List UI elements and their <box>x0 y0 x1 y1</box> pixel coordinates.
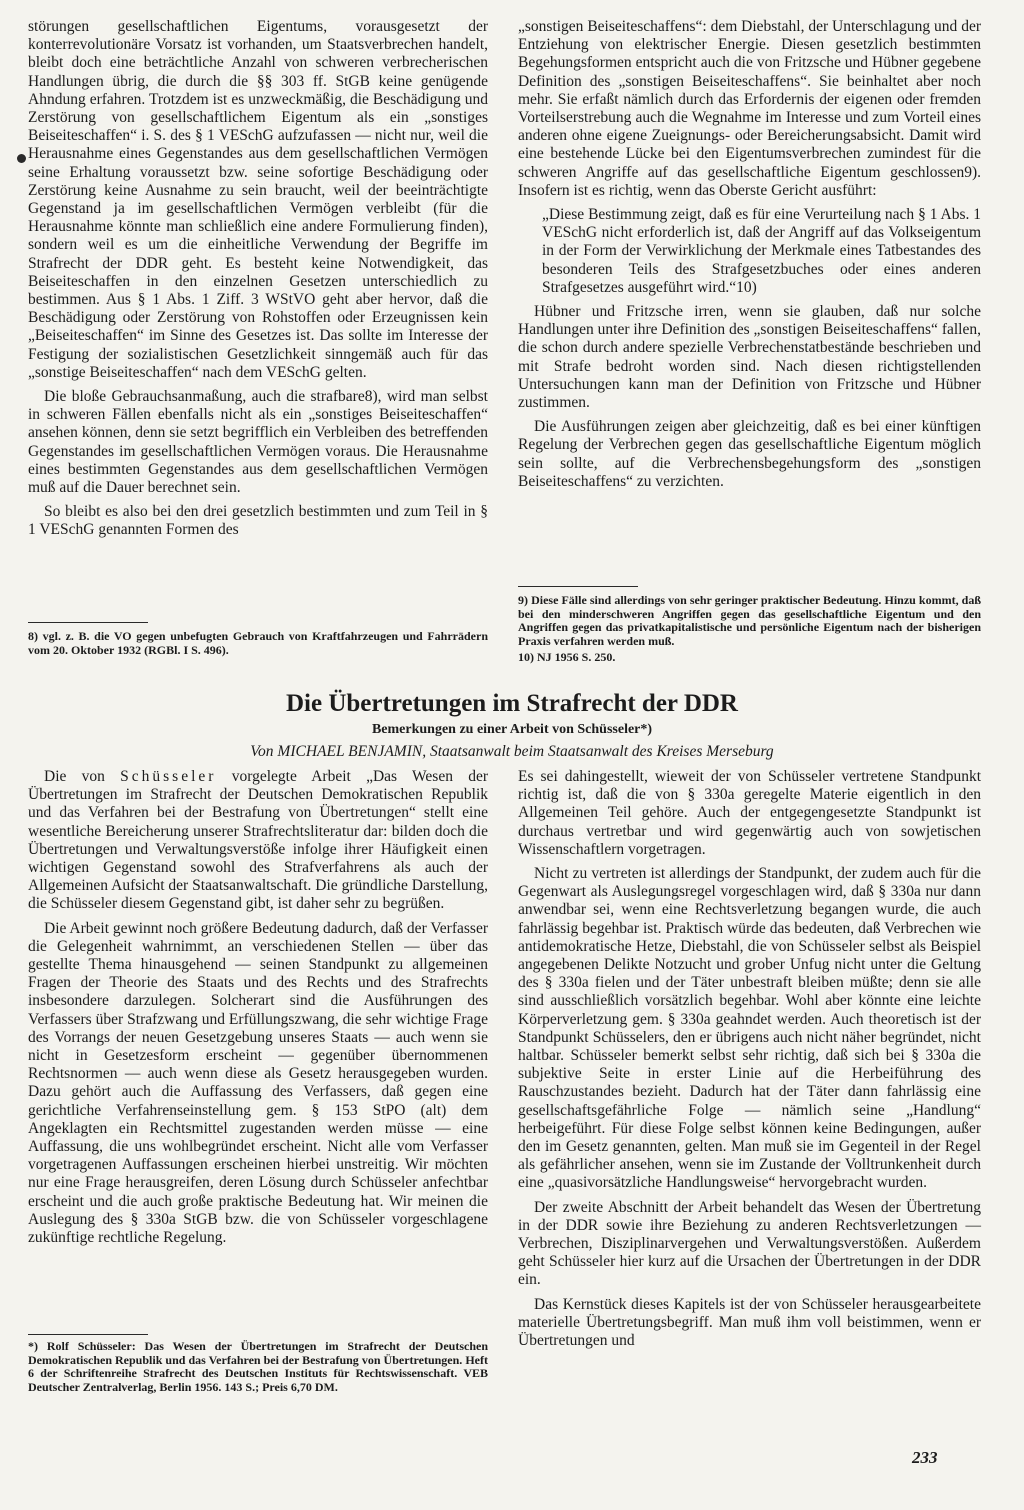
text-run: Die von <box>44 768 121 785</box>
footnote-star <box>28 1340 488 1397</box>
footnote-8 <box>28 630 488 660</box>
footnote-text: 9) Diese Fälle sind allerdings von sehr geringer praktischer Bedeutung. Hinzu kommt, daß bei den minderschweren Angriffen gegen das gesellschaftliche Eigentum und den Angriffen gegen das privatkapitalistische und persönliche Eigentum nach der bisherigen Praxis verfahren werden muß. <box>518 593 981 648</box>
footnote-text: *) Rolf Schüsseler: Das Wesen der Übertretungen im Strafrecht der Deutschen Demokratischen Republik und das Verfahren bei der Bestrafung von Übertretungen. Heft 6 der Schriftenreihe Strafrecht des Deutschen Instituts für Rechtswissenschaft. VEB Deutscher Zentralverlag, Berlin 1956. 143 S.; Preis 6,70 DM. <box>28 1339 488 1394</box>
article-subtitle: Bemerkungen zu einer Arbeit von Schüsseler*) <box>371 722 653 737</box>
paragraph: Es sei dahingestellt, wieweit der von Schüsseler vertretene Standpunkt richtig ist, daß die von § 330a geregelte Materie eigentlich in den Allgemeinen Teil gehöre. Auch der entgegengesetzte Standpunkt ist durchaus vertretbar und wird gegenwärtig auch von sowjetischen Wissenschaftlern vorgetragen. <box>518 768 981 858</box>
paragraph: Das Kernstück dieses Kapitels ist der von Schüsseler herausgearbeitete materielle Übertretungsbegriff. Man muß ihm voll beistimmen, wenn er Übertretungen und <box>518 1295 981 1350</box>
paragraph: „sonstigen Beiseiteschaffens“: dem Diebstahl, der Unterschlagung und der Entziehung von elektrischer Energie. Diesen gesetzlich bestimmten Begehungsformen entspricht auch die von Fritzsche und Hübner gegebene Definition des „sonstigen Beiseiteschaffens“. Sie beinhaltet aber noch mehr. Sie erfaßt nämlich durch das Erfordernis der eigenen oder fremden Vorteilserstrebung auch die Wegnahme im Interesse und zum Vorteil eines anderen ohne eigene Zueignungs- oder Bereicherungsabsicht. Damit wird eine bestehende Lücke bei den Eigentumsverbrechen zumindest für die schweren Angriffe auf das gesellschaftliche Eigentum geschlossen9). Insofern ist es richtig, wenn das Oberste Gericht ausführt: <box>518 18 981 199</box>
author-name: Schüsseler <box>120 768 217 785</box>
top-right-column <box>518 18 981 497</box>
quotation: „Diese Bestimmung zeigt, daß es für eine Verurteilung nach § 1 Abs. 1 VESchG nicht erforderlich ist, daß der Angriff auf das Volkseigentum in der Form der Verwirklichung der Merkmale eines Tatbestandes des besonderen Teils des Strafgesetzbuches oder eines anderen Strafgesetzes ausgeführt wird.“10) <box>542 206 981 296</box>
paragraph: Die Ausführungen zeigen aber gleichzeitig, daß es bei einer künftigen Regelung der Verbrechen gegen das gesellschaftliche Eigentum möglich sein sollte, auf die Verbrechensbegehungsform des „sonstigen Beiseiteschaffens“ zu verzichten. <box>518 418 981 490</box>
footnote-rule <box>518 586 638 587</box>
page-number: 233 <box>912 1448 938 1467</box>
top-left-column <box>28 18 488 546</box>
footnote-rule <box>28 1334 148 1335</box>
paragraph: Hübner und Fritzsche irren, wenn sie glauben, daß nur solche Handlungen unter ihre Definition des „sonstigen Beiseiteschaffens“ fallen, die schon durch andere spezielle Verbrechenstatbestände beschrieben und mit Strafe bedroht worden sind. Nach diesen richtigstellenden Untersuchungen kann man der Definition von Fritzsche und Hübner zustimmen. <box>518 303 981 412</box>
footnote-text: 10) NJ 1956 S. 250. <box>518 650 616 665</box>
bottom-left-column <box>28 768 488 1253</box>
footnote-rule <box>28 622 148 623</box>
paragraph: So bleibt es also bei den drei gesetzlich bestimmten und zum Teil in § 1 VESchG genannten Formen des <box>28 503 488 539</box>
bottom-right-column <box>518 768 981 1356</box>
footnote-text: 8) vgl. z. B. die VO gegen unbefugten Gebrauch von Kraftfahrzeugen und Fahrrädern vom 20. Oktober 1932 (RGBl. I S. 496). <box>28 629 488 657</box>
paragraph: Nicht zu vertreten ist allerdings der Standpunkt, der zudem auch für die Gegenwart als Auslegungsregel vorgeschlagen wird, daß § 330a nur dann anwendbar sei, wenn eine Rechtsverletzung begangen wurde, die auch fahrlässig begehbar ist. Praktisch würde das bedeuten, daß Verbrechen wie antidemokratische Hetze, Diebstahl, die von Schüsseler selbst als Beispiel angegebenen Delikte Notzucht und grober Unfug nicht unter die Geltung des § 330a fielen und der Täter unbestraft bleiben müßte; denn sie alle sind ausschließlich vorsätzlich begehbar. Wohl aber könnte eine leichte Körperverletzung gem. § 330a geahndet werden. Auch theoretisch ist der Standpunkt Schüsselers, den er übrigens auch nicht näher begründet, nicht haltbar. Schüsseler bemerkt selbst sehr richtig, daß sich bei § 330a die subjektive Seite in erster Linie auf die Herbeiführung des Rauschzustandes bezieht. Dadurch hat der Täter dann fahrlässig eine gesellschaftsgefährliche Folge — nämlich seine „Handlung“ herbeigeführt. Für diese Folge selbst können keine Bedingungen, außer den im Gesetz genannten, gelten. Man muß sie im Gegenteil in der Regel als gefährlicher ansehen, wenn sie im Zustande der Volltrunkenheit durch eine „quasivorsätzliche Handlungsweise“ hervorgebracht wurden. <box>518 865 981 1192</box>
footnotes-9-10 <box>518 594 981 668</box>
paragraph <box>28 768 488 914</box>
paragraph: Der zweite Abschnitt der Arbeit behandelt das Wesen der Übertretung in der DDR sowie ihre Beziehung zu anderen Rechtsverletzungen — Verbrechen, Disziplinarvergehen und Verwaltungsverstößen. Außerdem geht Schüsseler hier kurz auf die Ursachen der Übertretungen in der DDR ein. <box>518 1198 981 1289</box>
margin-mark <box>17 154 26 163</box>
paragraph: störungen gesellschaftlichen Eigentums, vorausgesetzt der konterrevolutionäre Vorsatz ist vorhanden, um Staatsverbrechen handelt, bleibt doch eine beträchtliche Anzahl von schweren verbrecherischen Handlungen übrig, die durch die §§ 303 ff. StGB keine genügende Ahndung erfahren. Trotzdem ist es unzweckmäßig, die Beschädigung und Zerstörung von gesellschaftlichem Eigentum als ein „sonstiges Beiseiteschaffen“ i. S. des § 1 VESchG aufzufassen — nicht nur, weil die Herausnahme eines Gegenstandes aus dem gesellschaftlichen Vermögen seine Erhaltung voraussetzt bzw. seine sofortige Beschädigung oder Zerstörung keine Ausnahme zu sein braucht, weil der beeinträchtigte Gegenstand ja im gesellschaftlichen Vermögen verbleibt (für die Herausnahme könnte man schließlich eine andere Formulierung finden), sondern weil es um die einheitliche Verwendung der Begriffe im Strafrecht der DDR geht. Es besteht keine Notwendigkeit, das Beiseiteschaffen in den einzelnen Gesetzen unterschiedlich zu bestimmen. Aus § 1 Abs. 1 Ziff. 3 WStVO geht aber hervor, daß die Beschädigung oder Zerstörung von Rohstoffen oder Erzeugnissen kein „Beiseiteschaffen“ im Sinne des Gesetzes ist. Das sollte im Interesse der Festigung der sozialistischen Gesetzlichkeit sinngemäß auch für das „sonstige Beiseiteschaffen“ nach dem VESchG gelten. <box>28 18 488 381</box>
article-byline: Von MICHAEL BENJAMIN, Staatsanwalt beim Staatsanwalt des Kreises Merseburg <box>250 743 774 760</box>
paragraph: Die bloße Gebrauchsanmaßung, auch die strafbare8), wird man selbst in schweren Fällen ebenfalls nicht als ein „sonstiges Beiseiteschaffen“ ansehen können, denn sie setzt begrifflich ein Verbleiben des betreffenden Gegenstandes im gesellschaftlichen Vermögen voraus. Die Herausnahme eines bestimmten Gegenstandes aus dem gesellschaftlichen Vermögen muß auf die Dauer berechnet sein. <box>28 388 488 497</box>
article-title: Die Übertretungen im Strafrecht der DDR <box>286 690 738 717</box>
text-run: vorgelegte Arbeit „Das Wesen der Übertretungen im Strafrecht der Deutschen Demokratischen Republik und das Verfahren bei der Bestrafung von Übertretungen“ stellt eine wesentliche Bereicherung unserer Strafrechtsliteratur dar: bilden doch die Übertretungen und Verwaltungsverstöße infolge ihrer Häufigkeit einen wichtigen Gegenstand sowohl des Strafverfahrens als auch der Allgemeinen Aufsicht der Staatsanwaltschaft. Die gründliche Darstellung, die Schüsseler diesem Gegenstand gibt, ist daher sehr zu begrüßen. <box>28 768 488 913</box>
paragraph: Die Arbeit gewinnt noch größere Bedeutung dadurch, daß der Verfasser die Gelegenheit wahrnimmt, an verschiedenen Stellen — über das gestellte Thema hinausgehend — seinen Standpunkt zu allgemeinen Fragen der Theorie des Staats und des Rechts und des Strafrechts insbesondere darzulegen. Solcherart sind die Ausführungen des Verfassers über Strafzwang und Erfüllungszwang, die sehr wichtige Frage des Vorrangs der neuen Gesetzgebung unseres Staats — auch wenn sie nicht in Gesetzesform erscheint — gegenüber übernommenen Rechtsnormen — auch wenn diese als Gesetz herausgegeben wurden. Dazu gehört auch die Auffassung des Verfassers, daß gegen eine gerichtliche Verfahrenseinstellung gem. § 153 StPO (alt) dem Angeklagten ein Rechtsmittel zugestanden werden müsse — eine Auffassung, die uns wohlbegründet erscheint. Nicht alle vom Verfasser vorgetragenen Auffassungen erscheinen hierbei unstreitig. Wir möchten nur eine Frage herausgreifen, deren Lösung durch Schüsseler anfechtbar erscheint und die auch große praktische Bedeutung hat. Wir meinen die Auslegung des § 330a StGB bzw. die von Schüsseler vorgeschlagene zukünftige rechtliche Regelung. <box>28 919 488 1247</box>
